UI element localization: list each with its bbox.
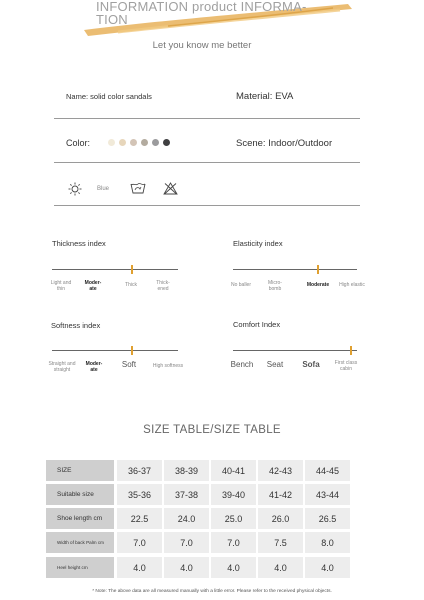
index-label: Straight and straight [48, 361, 76, 373]
table-cell: 4.0 [164, 557, 209, 578]
color-label: Color: [66, 138, 91, 148]
index-label: Seat [266, 360, 284, 369]
sun-icon [68, 182, 82, 196]
table-cell: 7.0 [117, 532, 162, 553]
size-table-title: SIZE TABLE/SIZE TABLE [143, 424, 281, 436]
table-cell: 25.0 [211, 508, 256, 529]
index-label: Bench [230, 360, 254, 369]
index-marker [350, 346, 352, 355]
index-title: Comfort Index [233, 320, 281, 329]
table-cell: 42-43 [258, 460, 303, 481]
care-label: Blue [97, 186, 110, 192]
table-cell: 4.0 [305, 557, 350, 578]
table-cell: 41-42 [258, 484, 303, 505]
table-cell: 44-45 [305, 460, 350, 481]
index-label: Sofa [302, 360, 320, 369]
index-label: High softness [152, 363, 184, 369]
table-cell: 26.5 [305, 508, 350, 529]
color-swatches [108, 139, 174, 146]
index-marker [317, 265, 319, 274]
measurement-note: * Note: The above data are all measured manually with a little error. Please refer to the received physical objects. [92, 589, 332, 594]
table-cell: 35-36 [117, 484, 162, 505]
index-label: Moderate [306, 282, 330, 288]
table-cell: 39-40 [211, 484, 256, 505]
index-title: Elasticity index [233, 239, 283, 248]
index-marker [131, 346, 133, 355]
index-label: Moder-ate [84, 280, 102, 292]
table-cell: 43-44 [305, 484, 350, 505]
index-label: Moder-ate [85, 361, 103, 373]
index-label: Soft [121, 360, 137, 369]
table-row-header: Shoe length cm [46, 508, 114, 529]
table-cell: 4.0 [117, 557, 162, 578]
page-subtitle: Let you know me better [152, 40, 252, 51]
table-cell: 38-39 [164, 460, 209, 481]
index-title: Thickness index [52, 239, 106, 248]
table-cell: 4.0 [211, 557, 256, 578]
hand-wash-icon [130, 181, 146, 195]
divider [54, 162, 360, 163]
index-marker [131, 265, 133, 274]
table-cell: 37-38 [164, 484, 209, 505]
table-row-header: SIZE [46, 460, 114, 481]
table-cell: 7.5 [258, 532, 303, 553]
table-cell: 36-37 [117, 460, 162, 481]
color-swatch [152, 139, 159, 146]
index-scale [233, 269, 357, 270]
index-label: High elastic [339, 282, 365, 288]
table-cell: 22.5 [117, 508, 162, 529]
index-label: No baller [230, 282, 251, 288]
table-row-header: Width of back Palm cm [46, 532, 114, 553]
page-title: INFORMATION product INFORMA-TION [96, 0, 307, 27]
color-swatch [119, 139, 126, 146]
table-cell: 26.0 [258, 508, 303, 529]
product-name: Name: solid color sandals [66, 92, 152, 101]
table-cell: 24.0 [164, 508, 209, 529]
table-row-header: Suitable size [46, 484, 114, 505]
table-cell: 7.0 [164, 532, 209, 553]
product-scene: Scene: Indoor/Outdoor [236, 138, 333, 149]
color-swatch [141, 139, 148, 146]
index-label: First class cabin [334, 360, 358, 372]
divider [54, 118, 360, 119]
index-scale [233, 350, 357, 351]
table-cell: 8.0 [305, 532, 350, 553]
index-label: Thick-ened [156, 280, 170, 292]
no-bleach-icon [163, 182, 178, 195]
color-swatch [130, 139, 137, 146]
index-label: Micro-bomb [268, 280, 282, 292]
table-cell: 40-41 [211, 460, 256, 481]
index-scale [52, 269, 178, 270]
color-swatch [163, 139, 170, 146]
product-material: Material: EVA [236, 91, 294, 102]
index-label: Thick [125, 282, 137, 288]
index-title: Softness index [51, 321, 101, 330]
index-label: Light and thin [50, 280, 72, 292]
divider [54, 205, 360, 206]
table-cell: 7.0 [211, 532, 256, 553]
index-scale [52, 350, 178, 351]
color-swatch [108, 139, 115, 146]
table-row-header: Heel height cm [46, 557, 114, 578]
table-cell: 4.0 [258, 557, 303, 578]
